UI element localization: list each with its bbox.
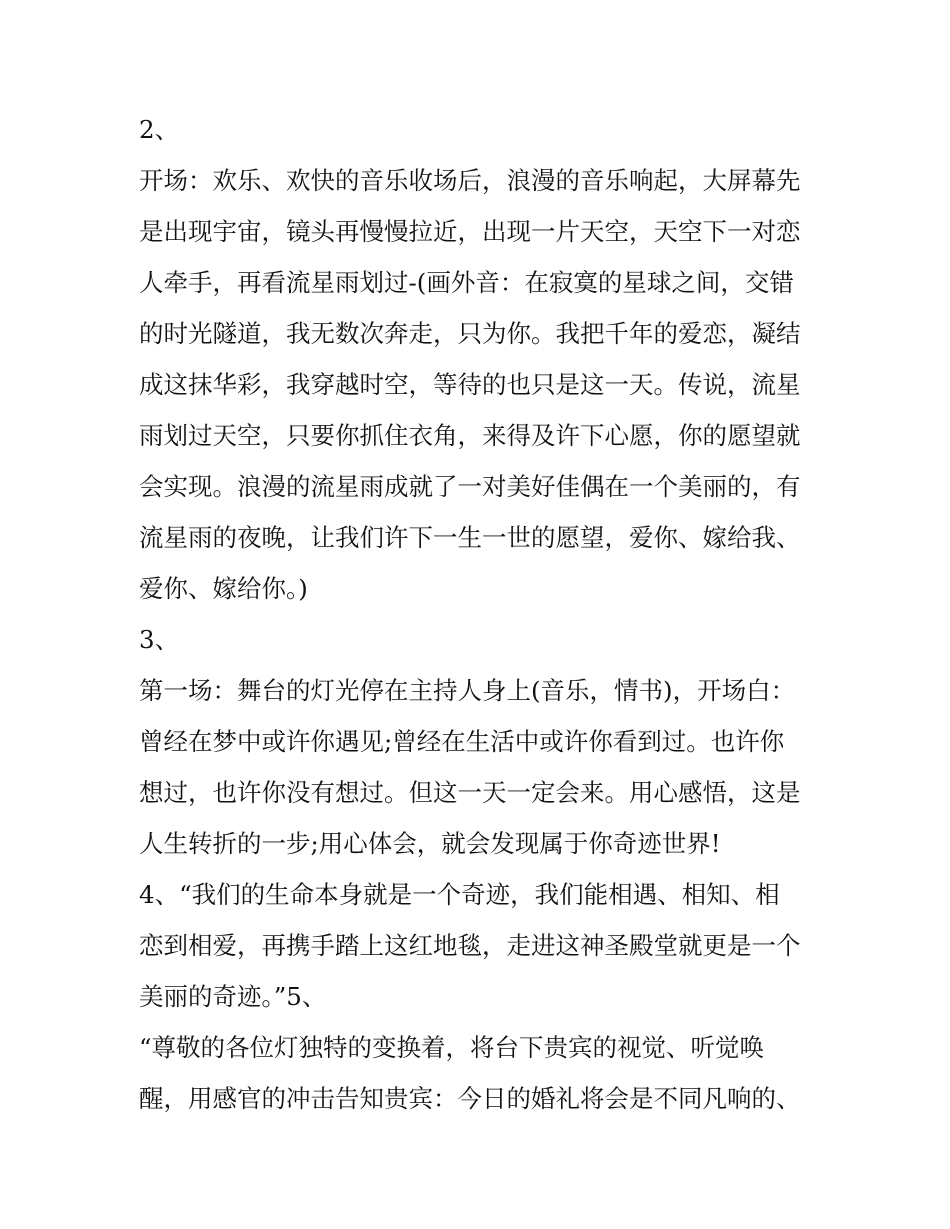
text-line: 的时光隧道，我无数次奔走，只为你。我把千年的爱恋，凝结 bbox=[139, 319, 801, 348]
text-line: 人牵手，再看流星雨划过-(画外音：在寂寞的星球之间，交错 bbox=[139, 268, 794, 297]
text-line: 想过，也许你没有想过。但这一天一定会来。用心感悟，这是 bbox=[139, 778, 801, 807]
text-line: 曾经在梦中或许你遇见;曾经在生活中或许你看到过。也许你 bbox=[139, 727, 785, 756]
text-line: 第一场：舞台的灯光停在主持人身上(音乐，情书)，开场白： bbox=[139, 676, 796, 705]
text-line: 美丽的奇迹。”5、 bbox=[139, 982, 327, 1011]
text-line: 人生转折的一步;用心体会，就会发现属于你奇迹世界! bbox=[139, 829, 721, 858]
section-number-3: 3、 bbox=[139, 625, 180, 654]
text-line: 醒，用感官的冲击告知贵宾：今日的婚礼将会是不同凡响的、 bbox=[139, 1084, 801, 1113]
text-line: 流星雨的夜晚，让我们许下一生一世的愿望，爱你、嫁给我、 bbox=[139, 523, 801, 552]
text-line: “尊敬的各位灯独特的变换着，将台下贵宾的视觉、听觉唤 bbox=[139, 1033, 765, 1062]
text-line: 4、“我们的生命本身就是一个奇迹，我们能相遇、相知、相 bbox=[139, 880, 780, 909]
text-line: 是出现宇宙，镜头再慢慢拉近，出现一片天空，天空下一对恋 bbox=[139, 217, 801, 246]
text-line: 恋到相爱，再携手踏上这红地毯，走进这神圣殿堂就更是一个 bbox=[139, 931, 801, 960]
text-line: 爱你、嫁给你。) bbox=[139, 574, 308, 603]
text-line: 开场：欢乐、欢快的音乐收场后，浪漫的音乐响起，大屏幕先 bbox=[139, 166, 801, 195]
text-line: 雨划过天空，只要你抓住衣角，来得及许下心愿，你的愿望就 bbox=[139, 421, 801, 450]
text-line: 会实现。浪漫的流星雨成就了一对美好佳偶在一个美丽的，有 bbox=[139, 472, 801, 501]
section-number-2: 2、 bbox=[139, 115, 180, 144]
text-line: 成这抹华彩，我穿越时空，等待的也只是这一天。传说，流星 bbox=[139, 370, 801, 399]
